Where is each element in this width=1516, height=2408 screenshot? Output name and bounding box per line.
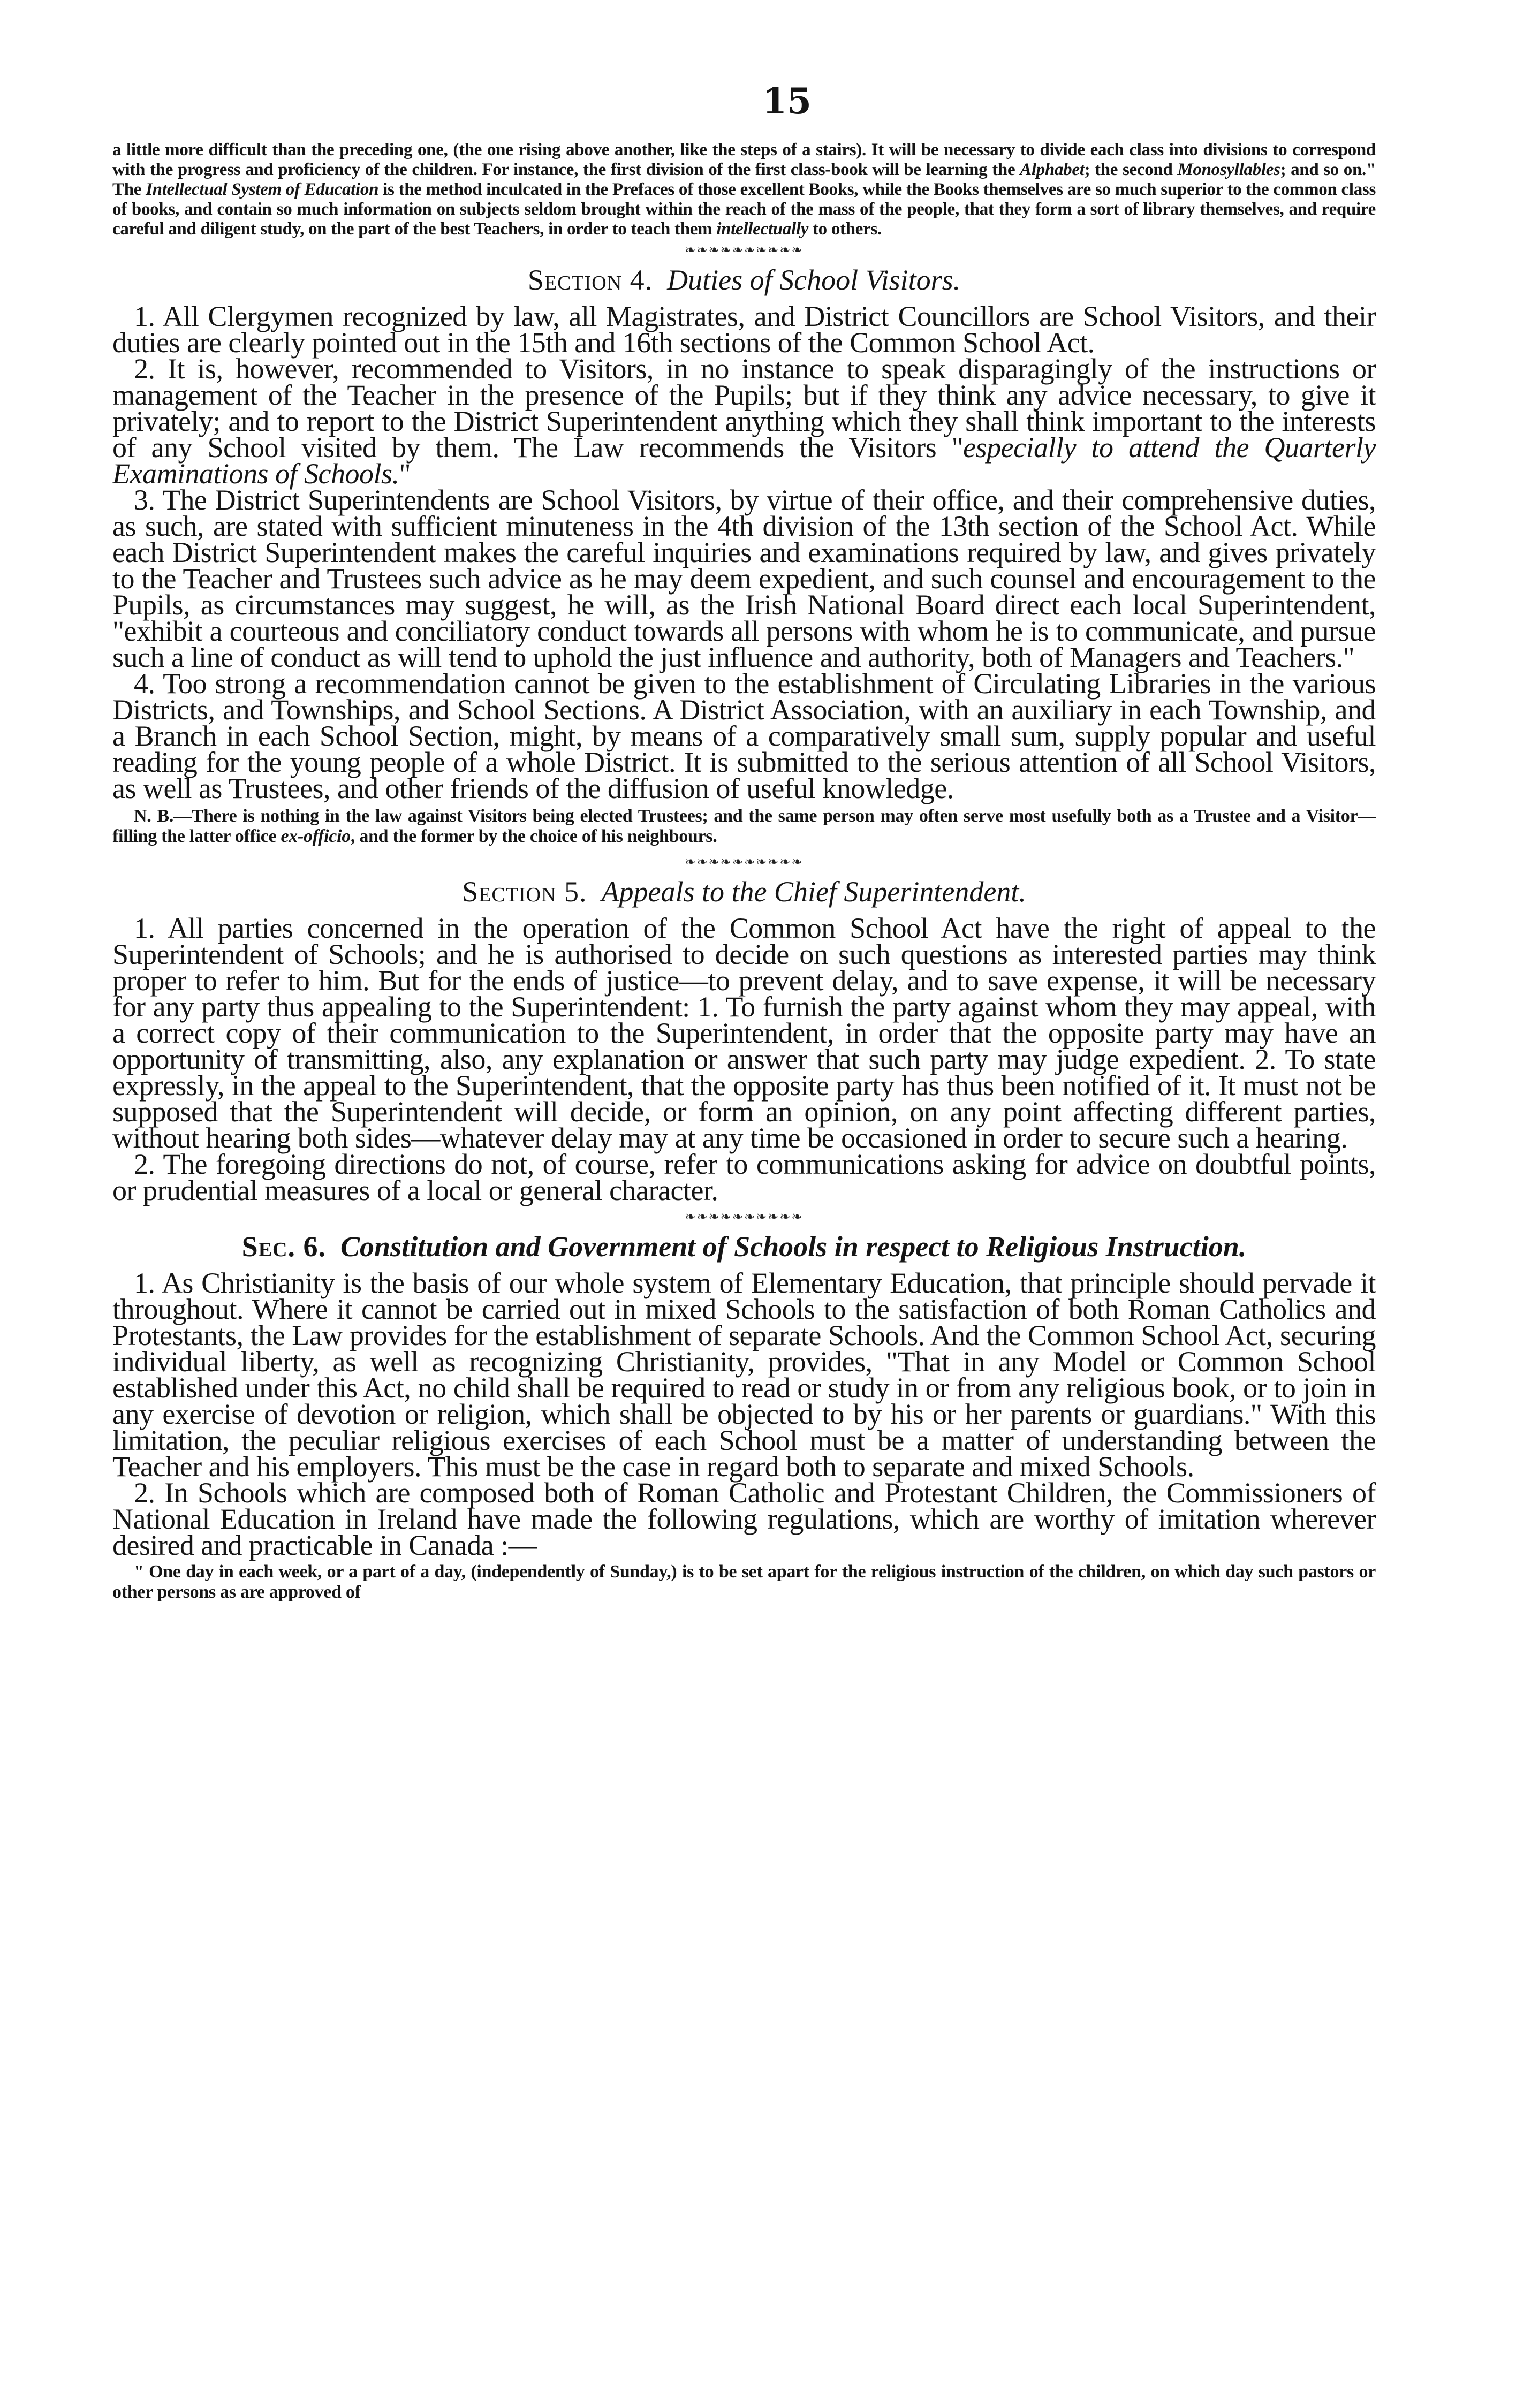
intro-intellectual-system: Intellectual System of Education — [146, 180, 379, 199]
section-4-p2-text: " — [399, 458, 411, 490]
intro-text: is the method inculcated in the Prefaces of those excellent Books, while the Books themselves are so much superior to the common class of books, and contain so much information on subjects seldom brought within the reach of the mass of the people, that they form a sort of library themselves, and require careful and diligent study, on the part of the best Teachers, in order to teach them — [112, 180, 1376, 239]
document-page — [112, 80, 1376, 1602]
intro-intellectually: intellectually — [716, 219, 809, 239]
section-4-p2-text: 2. It is, however, recommended to Visitors, in no instance to speak disparagingly of the instructions or management of the Teacher in the presence of the Pupils; but if they think any advice necessary, to give it privately; and to report to the District Superintendent anything which they shall think important to the interests of any School visited by them. The Law recommends the Visitors " — [112, 353, 1376, 464]
section-4-label: Section 4. — [527, 264, 653, 296]
section-5-title: Appeals to the Chief Superintendent. — [601, 876, 1026, 908]
ornament-divider: ❧❧❧❧❧❧❧❧❧❧ — [685, 1209, 804, 1224]
section-6-title: Constitution and Government of Schools in respect to Religious Instruction. — [340, 1230, 1247, 1263]
ornament-divider: ❧❧❧❧❧❧❧❧❧❧ — [685, 242, 804, 257]
section-5-paragraph-1: 1. All parties concerned in the operation of the Common School Act have the right of appeal to the Superintendent of Schools; and he is authorised to decide on such questions as interested parties may think proper to refer to him. But for the ends of justice—to prevent delay, and to save expense, it will be necessary for any party thus appealing to the Superintendent: 1. To furnish the party against whom they may appeal, with a correct copy of their communication to the Superintendent, in order that the opposite party may have an opportunity of transmitting, also, any explanation or answer that such party may judge expedient. 2. To state expressly, in the appeal to the Superintendent, that the opposite party has thus been notified of it. It must not be supposed that the Superintendent will decide, or form an opinion, on any point affecting different parties, without hearing both sides—whatever delay may at any time be occasioned in order to secure such a hearing. — [112, 912, 1376, 1154]
section-4-p2-emphasis: especially to attend the Quarterly Examinations of Schools. — [112, 431, 1376, 490]
note-text: , and the former by the choice of his neighbours. — [350, 826, 717, 846]
section-6-paragraph-2: 2. In Schools which are composed both of Roman Catholic and Protestant Children, the Commissioners of National Education in Ireland have made the following regulations, which are worthy of imitation wherever desired and practicable in Canada :— — [112, 1477, 1376, 1561]
intro-text: to others. — [808, 219, 882, 239]
section-4-paragraph-1: 1. All Clergymen recognized by law, all Magistrates, and District Councillors are School Visitors, and their duties are clearly pointed out in the 15th and 16th sections of the Common School Act. — [112, 300, 1376, 359]
section-4-paragraph-3: 3. The District Superintendents are School Visitors, by virtue of their office, and their comprehensive duties, as such, are stated with sufficient minuteness in the 4th division of the 13th section of the School Act. While each District Superintendent makes the careful inquiries and examinations required by law, and gives privately to the Teacher and Trustees such advice as he may deem expedient, and such counsel and encouragement to the Pupils, as circumstances may suggest, he will, as the Irish National Board direct each local Superintendent, "exhibit a courteous and conciliatory conduct towards all persons with whom he is to communicate, and pursue such a line of conduct as will tend to uphold the just influence and authority, both of Managers and Teachers." — [112, 484, 1376, 673]
intro-monosyllables: Monosyllables — [1177, 160, 1280, 179]
section-6-quote: " One day in each week, or a part of a day, (independently of Sunday,) is to be set apart for the religious instruction of the children, on which day such pastors or other persons as are approved of — [112, 1562, 1376, 1602]
section-4-title: Duties of School Visitors. — [667, 264, 961, 296]
section-6-heading — [112, 1230, 1376, 1263]
section-6-paragraph-1: 1. As Christianity is the basis of our whole system of Elementary Education, that principle should pervade it throughout. Where it cannot be carried out in mixed Schools to the satisfaction of both Roman Catholics and Protestants, the Law provides for the establishment of separate Schools. And the Common School Act, securing individual liberty, as well as recognizing Christianity, provides, "That in any Model or Common School established under this Act, no child shall be required to read or study in or from any religious book, or to join in any exercise of devotion or religion, which shall be objected to by his or her parents or guardians." With this limitation, the peculiar religious exercises of each School must be a matter of understanding between the Teacher and his employers. This must be the case in regard both to separate and mixed Schools. — [112, 1267, 1376, 1483]
section-5-heading — [112, 876, 1376, 908]
intro-text: a little more difficult than the preceding one, (the one rising above another, like the steps of a stairs). It will be necessary to divide each class into divisions to correspond with the progress and proficiency of the children. For instance, the first division of the first class-book will be learning the — [112, 140, 1376, 179]
intro-alphabet: Alphabet — [1020, 160, 1085, 179]
section-4-paragraph-4: 4. Too strong a recommendation cannot be given to the establishment of Circulating Libraries in the various Districts, and Townships, and School Sections. A District Association, with an auxiliary in each Township, and a Branch in each School Section, might, by means of a comparatively small sum, supply popular and useful reading for the young people of a whole District. It is submitted to the serious attention of all School Visitors, as well as Trustees, and other friends of the diffusion of useful knowledge. — [112, 667, 1376, 804]
section-5-paragraph-2: 2. The foregoing directions do not, of course, refer to communications asking for advice on doubtful points, or prudential measures of a local or general character. — [112, 1148, 1376, 1206]
intro-text: ; and so on." The — [112, 160, 1376, 199]
intro-text: ; the second — [1084, 160, 1178, 179]
note-text: N. B.—There is nothing in the law against Visitors being elected Trustees; and the same person may often serve most usefully both as a Trustee and a Visitor—filling the latter office — [112, 806, 1376, 846]
section-6-label: Sec. 6. — [241, 1230, 326, 1263]
section-4-heading — [112, 264, 1376, 296]
intro-paragraph — [112, 140, 1376, 239]
section-4-note — [112, 806, 1376, 847]
ornament-divider: ❧❧❧❧❧❧❧❧❧❧ — [685, 854, 804, 869]
section-5-label: Section 5. — [462, 876, 587, 908]
page-number: 15 — [762, 80, 812, 122]
note-emphasis: ex-officio — [281, 826, 351, 846]
section-4-paragraph-2 — [112, 353, 1376, 490]
